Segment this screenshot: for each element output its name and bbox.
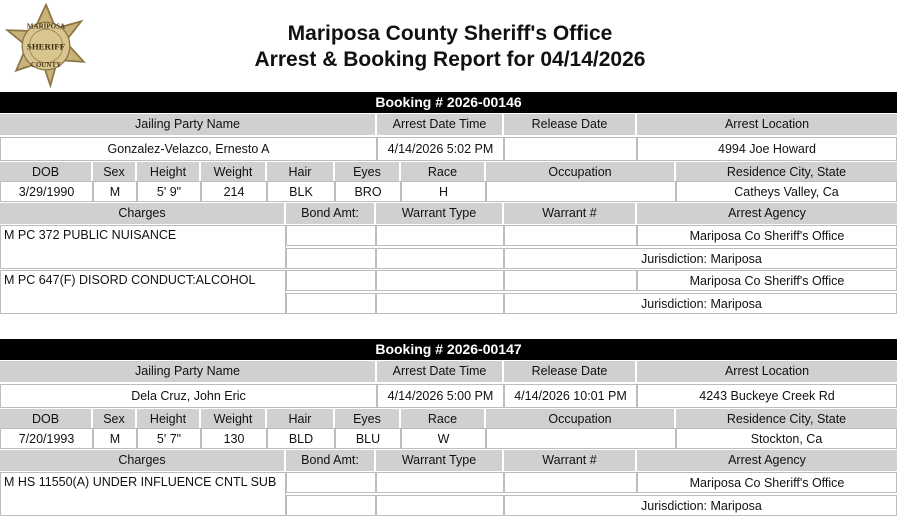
release-date: 4/14/2026 10:01 PM — [504, 384, 637, 408]
label-weight: Weight — [201, 409, 267, 430]
label-arrest-datetime: Arrest Date Time — [377, 361, 504, 382]
bond-amount — [286, 270, 376, 291]
label-residence: Residence City, State — [676, 409, 897, 430]
bond-amount — [286, 472, 376, 493]
page-title: Mariposa County Sheriff's Office — [287, 22, 613, 45]
jurisdiction: Jurisdiction: Mariposa — [504, 248, 897, 269]
weight-value: 130 — [201, 428, 267, 449]
label-arrest-agency: Arrest Agency — [637, 203, 897, 224]
label-sex: Sex — [93, 162, 137, 183]
arrest-agency: Mariposa Co Sheriff's Office — [637, 472, 897, 493]
dob-value: 7/20/1993 — [0, 428, 93, 449]
warrant-type-extra — [376, 293, 504, 314]
booking-number-bar: Booking # 2026-00146 — [0, 92, 897, 113]
bond-amount-extra — [286, 248, 376, 269]
release-date — [504, 137, 637, 161]
bond-amount-extra — [286, 293, 376, 314]
label-sex: Sex — [93, 409, 137, 430]
label-arrest-agency: Arrest Agency — [637, 450, 897, 471]
warrant-type — [376, 225, 504, 246]
bond-amount-extra — [286, 495, 376, 516]
label-height: Height — [137, 162, 201, 183]
jailing-party-name: Gonzalez-Velazco, Ernesto A — [0, 137, 377, 161]
label-arrest-datetime: Arrest Date Time — [377, 114, 504, 135]
eyes-value: BRO — [335, 181, 401, 202]
label-hair: Hair — [267, 162, 335, 183]
warrant-number — [504, 270, 637, 291]
label-jailing-party: Jailing Party Name — [0, 114, 377, 135]
label-dob: DOB — [0, 409, 93, 430]
charge-description: M HS 11550(A) UNDER INFLUENCE CNTL SUB — [0, 472, 286, 516]
label-bond-amt: Bond Amt: — [286, 203, 376, 224]
jurisdiction: Jurisdiction: Mariposa — [504, 293, 897, 314]
label-charges: Charges — [0, 450, 286, 471]
hair-value: BLK — [267, 181, 335, 202]
height-value: 5' 9" — [137, 181, 201, 202]
weight-value: 214 — [201, 181, 267, 202]
booking-number-bar: Booking # 2026-00147 — [0, 339, 897, 360]
race-value: W — [401, 428, 486, 449]
label-jailing-party: Jailing Party Name — [0, 361, 377, 382]
label-weight: Weight — [201, 162, 267, 183]
jailing-party-name: Dela Cruz, John Eric — [0, 384, 377, 408]
label-warrant-number: Warrant # — [504, 450, 637, 471]
arrest-location: 4994 Joe Howard — [637, 137, 897, 161]
eyes-value: BLU — [335, 428, 401, 449]
label-occupation: Occupation — [486, 162, 676, 183]
jurisdiction: Jurisdiction: Mariposa — [504, 495, 897, 516]
svg-text:SHERIFF: SHERIFF — [26, 41, 66, 52]
bond-amount — [286, 225, 376, 246]
arrest-datetime: 4/14/2026 5:00 PM — [377, 384, 504, 408]
residence-value: Catheys Valley, Ca — [676, 181, 897, 202]
arrest-location: 4243 Buckeye Creek Rd — [637, 384, 897, 408]
label-warrant-type: Warrant Type — [376, 450, 504, 471]
svg-text:COUNTY: COUNTY — [30, 61, 62, 70]
label-arrest-location: Arrest Location — [637, 114, 897, 135]
residence-value: Stockton, Ca — [676, 428, 897, 449]
arrest-agency: Mariposa Co Sheriff's Office — [637, 225, 897, 246]
race-value: H — [401, 181, 486, 202]
label-bond-amt: Bond Amt: — [286, 450, 376, 471]
label-arrest-location: Arrest Location — [637, 361, 897, 382]
hair-value: BLD — [267, 428, 335, 449]
label-occupation: Occupation — [486, 409, 676, 430]
label-residence: Residence City, State — [676, 162, 897, 183]
charge-description: M PC 647(F) DISORD CONDUCT:ALCOHOL — [0, 270, 286, 314]
warrant-type-extra — [376, 495, 504, 516]
sex-value: M — [93, 428, 137, 449]
charge-description: M PC 372 PUBLIC NUISANCE — [0, 225, 286, 269]
label-release-date: Release Date — [504, 114, 637, 135]
arrest-datetime: 4/14/2026 5:02 PM — [377, 137, 504, 161]
label-race: Race — [401, 409, 486, 430]
label-warrant-number: Warrant # — [504, 203, 637, 224]
label-hair: Hair — [267, 409, 335, 430]
svg-text:MARIPOSA: MARIPOSA — [26, 22, 66, 31]
height-value: 5' 7" — [137, 428, 201, 449]
sex-value: M — [93, 181, 137, 202]
warrant-type — [376, 270, 504, 291]
warrant-type-extra — [376, 248, 504, 269]
page-subtitle: Arrest & Booking Report for 04/14/2026 — [254, 48, 646, 71]
label-warrant-type: Warrant Type — [376, 203, 504, 224]
label-height: Height — [137, 409, 201, 430]
label-race: Race — [401, 162, 486, 183]
label-eyes: Eyes — [335, 409, 401, 430]
label-release-date: Release Date — [504, 361, 637, 382]
label-eyes: Eyes — [335, 162, 401, 183]
arrest-agency: Mariposa Co Sheriff's Office — [637, 270, 897, 291]
warrant-number — [504, 225, 637, 246]
dob-value: 3/29/1990 — [0, 181, 93, 202]
warrant-type — [376, 472, 504, 493]
label-charges: Charges — [0, 203, 286, 224]
occupation-value — [486, 428, 676, 449]
label-dob: DOB — [0, 162, 93, 183]
warrant-number — [504, 472, 637, 493]
occupation-value — [486, 181, 676, 202]
